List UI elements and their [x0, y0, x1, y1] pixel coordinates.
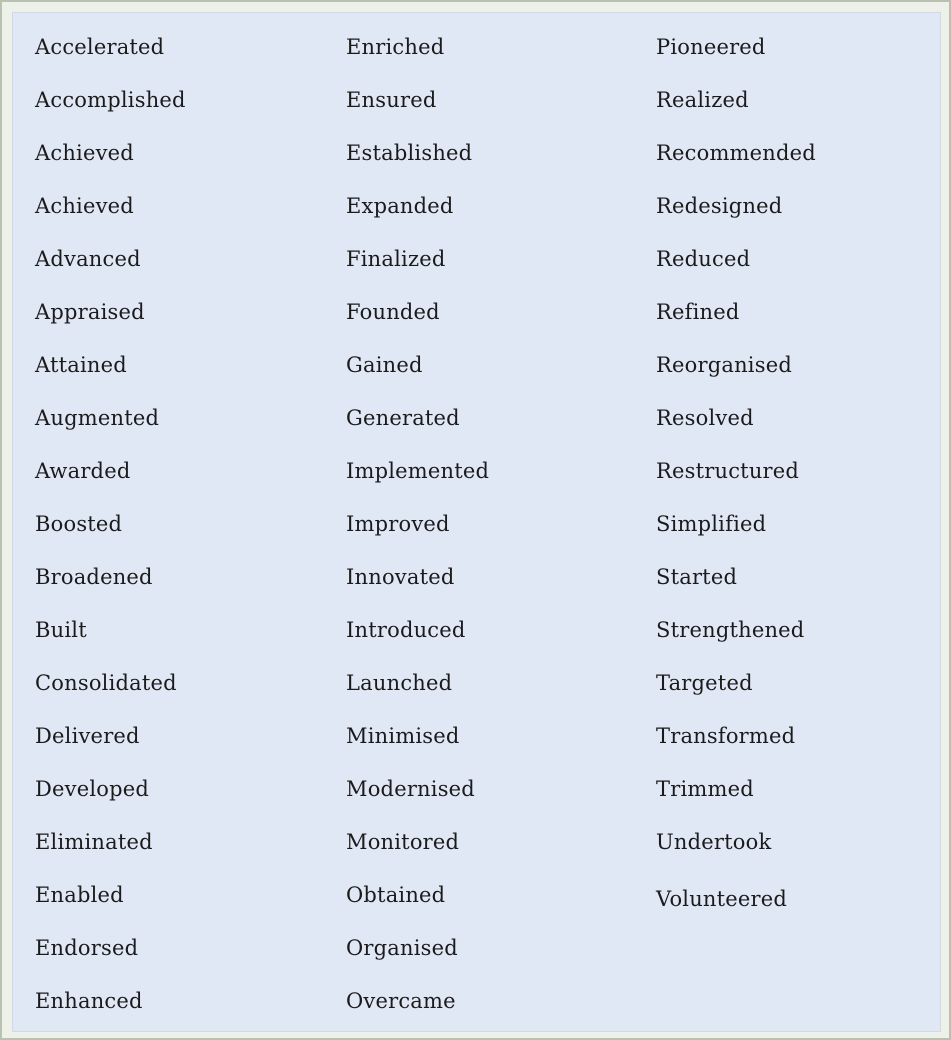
word-item: Attained	[35, 353, 127, 377]
word-item: Refined	[656, 300, 740, 324]
word-column-2	[346, 31, 489, 1038]
word-item: Modernised	[346, 777, 475, 801]
word-item: Enabled	[35, 883, 124, 907]
word-item: Expanded	[346, 194, 454, 218]
word-item: Achieved	[35, 194, 134, 218]
word-item: Generated	[346, 406, 460, 430]
word-item: Innovated	[346, 565, 455, 589]
word-item: Organised	[346, 936, 458, 960]
word-item: Reorganised	[656, 353, 792, 377]
word-item: Redesigned	[656, 194, 783, 218]
word-item: Finalized	[346, 247, 446, 271]
word-item: Volunteered	[656, 887, 788, 911]
word-column-3	[656, 31, 816, 936]
word-item: Ensured	[346, 88, 437, 112]
word-item: Simplified	[656, 512, 767, 536]
word-item: Gained	[346, 353, 423, 377]
word-item: Awarded	[35, 459, 131, 483]
word-column-1	[35, 31, 186, 1038]
word-item: Improved	[346, 512, 450, 536]
word-item: Founded	[346, 300, 440, 324]
word-item: Reduced	[656, 247, 751, 271]
word-item: Resolved	[656, 406, 754, 430]
word-item: Undertook	[656, 830, 772, 854]
word-item: Enriched	[346, 35, 445, 59]
word-item: Pioneered	[656, 35, 766, 59]
word-item: Strengthened	[656, 618, 805, 642]
word-item: Implemented	[346, 459, 490, 483]
word-item: Developed	[35, 777, 150, 801]
word-item: Broadened	[35, 565, 153, 589]
word-item: Eliminated	[35, 830, 153, 854]
word-item: Realized	[656, 88, 749, 112]
word-item: Transformed	[656, 724, 796, 748]
word-item: Trimmed	[656, 777, 754, 801]
word-item: Launched	[346, 671, 453, 695]
word-item: Targeted	[656, 671, 753, 695]
word-item: Achieved	[35, 141, 134, 165]
word-item: Advanced	[35, 247, 141, 271]
word-item: Built	[35, 618, 87, 642]
word-item: Boosted	[35, 512, 123, 536]
word-item: Enhanced	[35, 989, 143, 1013]
word-item: Delivered	[35, 724, 140, 748]
word-item: Appraised	[35, 300, 145, 324]
word-item: Endorsed	[35, 936, 139, 960]
word-item: Augmented	[35, 406, 160, 430]
word-item: Restructured	[656, 459, 800, 483]
word-item: Minimised	[346, 724, 460, 748]
word-item: Started	[656, 565, 738, 589]
word-item: Overcame	[346, 989, 456, 1013]
word-item: Accomplished	[35, 88, 186, 112]
word-item: Obtained	[346, 883, 446, 907]
word-item: Introduced	[346, 618, 466, 642]
word-item: Consolidated	[35, 671, 177, 695]
word-item: Accelerated	[35, 35, 165, 59]
word-item: Monitored	[346, 830, 460, 854]
word-list-panel	[12, 12, 941, 1032]
word-item: Established	[346, 141, 473, 165]
word-item: Recommended	[656, 141, 816, 165]
